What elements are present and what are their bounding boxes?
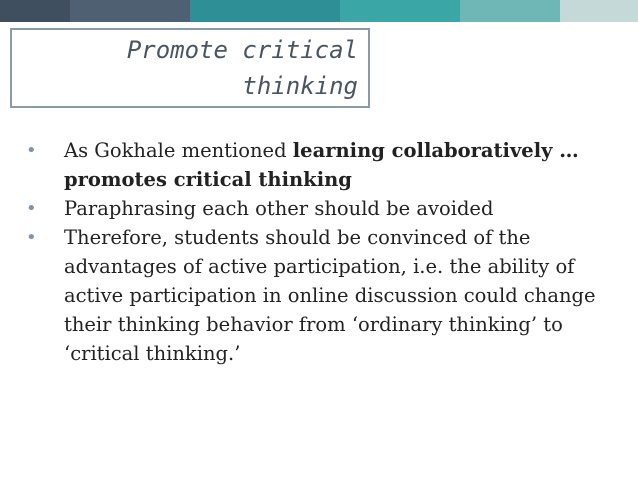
bullet-list (24, 136, 614, 368)
bullet-text: As Gokhale mentioned (64, 139, 293, 162)
bullet-item-2 (24, 194, 614, 223)
slide-title-line-1: Promote critical (126, 36, 358, 64)
bullet-text: Paraphrasing each other should be avoided (64, 197, 494, 220)
bullet-item-1 (24, 136, 614, 194)
band-segment-2 (70, 0, 190, 22)
bullet-text: Therefore, students should be convinced of the advantages of active participation, i.e. the ability of active participation in online discussion could change their thinking behavior from ‘ordinary thinking’ to ‘critical thinking.’ (64, 226, 596, 365)
slide-title-box (10, 28, 370, 108)
band-segment-4 (340, 0, 460, 22)
bullet-icon: • (26, 227, 37, 248)
band-segment-5 (460, 0, 560, 22)
top-decorative-band (0, 0, 638, 22)
bullet-emphasis: learning collaboratively … promotes critical thinking (64, 139, 579, 191)
bullet-item-3 (24, 223, 614, 368)
band-segment-1 (0, 0, 70, 22)
slide-title-line-2: thinking (242, 72, 358, 100)
bullet-icon: • (26, 198, 37, 219)
band-segment-6 (560, 0, 638, 22)
bullet-icon: • (26, 140, 37, 161)
band-segment-3 (190, 0, 340, 22)
